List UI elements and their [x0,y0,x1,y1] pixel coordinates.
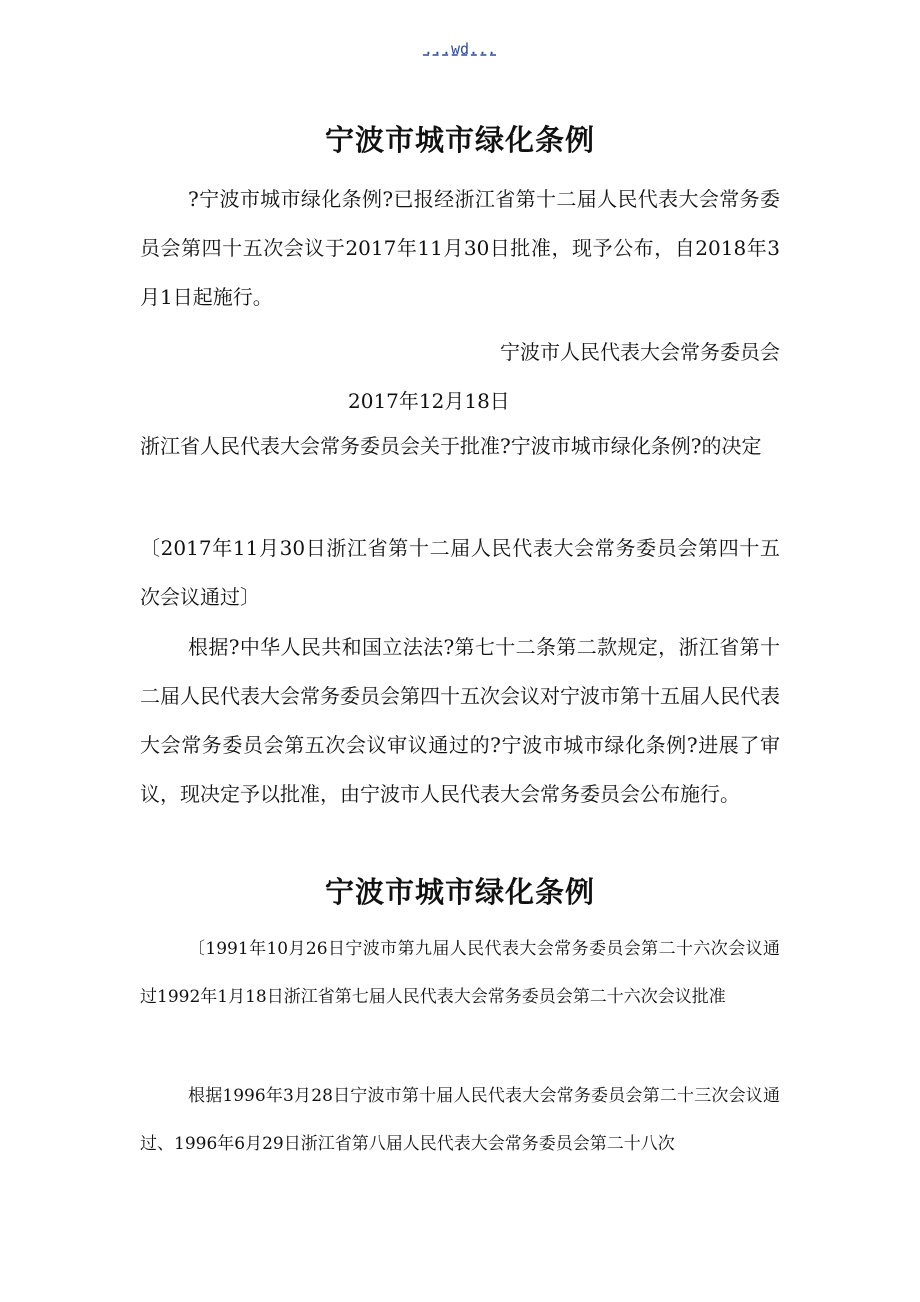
issuer-signature: 宁波市人民代表大会常务委员会 [500,340,780,364]
announcement-paragraph: ?宁波市城市绿化条例?已报经浙江省第十二届人民代表大会常务委员会第四十五次会议于2017年11月30日批准，现予公布，自2018年3月1日起施行。 [140,187,780,309]
issue-date: 2017年12月18日 [348,389,510,413]
history-paragraph-2: 根据1996年3月28日宁波市第十届人民代表大会常务委员会第二十三次会议通过、1996年6月29日浙江省第八届人民代表大会常务委员会第二十八次 [140,1086,780,1154]
history-paragraph-1: 〔1991年10月26日宁波市第九届人民代表大会常务委员会第二十六次会议通过1992年1月18日浙江省第七届人民代表大会常务委员会第二十六次会议批准 [140,939,780,1007]
decision-note: 〔2017年11月30日浙江省第十二届人民代表大会常务委员会第四十五次会议通过〕 [140,536,780,609]
decision-body: 根据?中华人民共和国立法法?第七十二条第二款规定，浙江省第十二届人民代表大会常务委员会第四十五次会议对宁波市第十五届人民代表大会常务委员会第五次会议审议通过的?宁波市城市绿化条例?进展了审议，现决定予以批准，由宁波市人民代表大会常务委员会公布施行。 [140,635,780,806]
header-text: ...wd... [423,40,497,58]
page-header [0,40,920,58]
decision-title: 浙江省人民代表大会常务委员会关于批准?宁波市城市绿化条例?的决定 [140,434,762,458]
document-title: 宁波市城市绿化条例 [324,123,595,157]
regulation-title: 宁波市城市绿化条例 [324,875,595,909]
